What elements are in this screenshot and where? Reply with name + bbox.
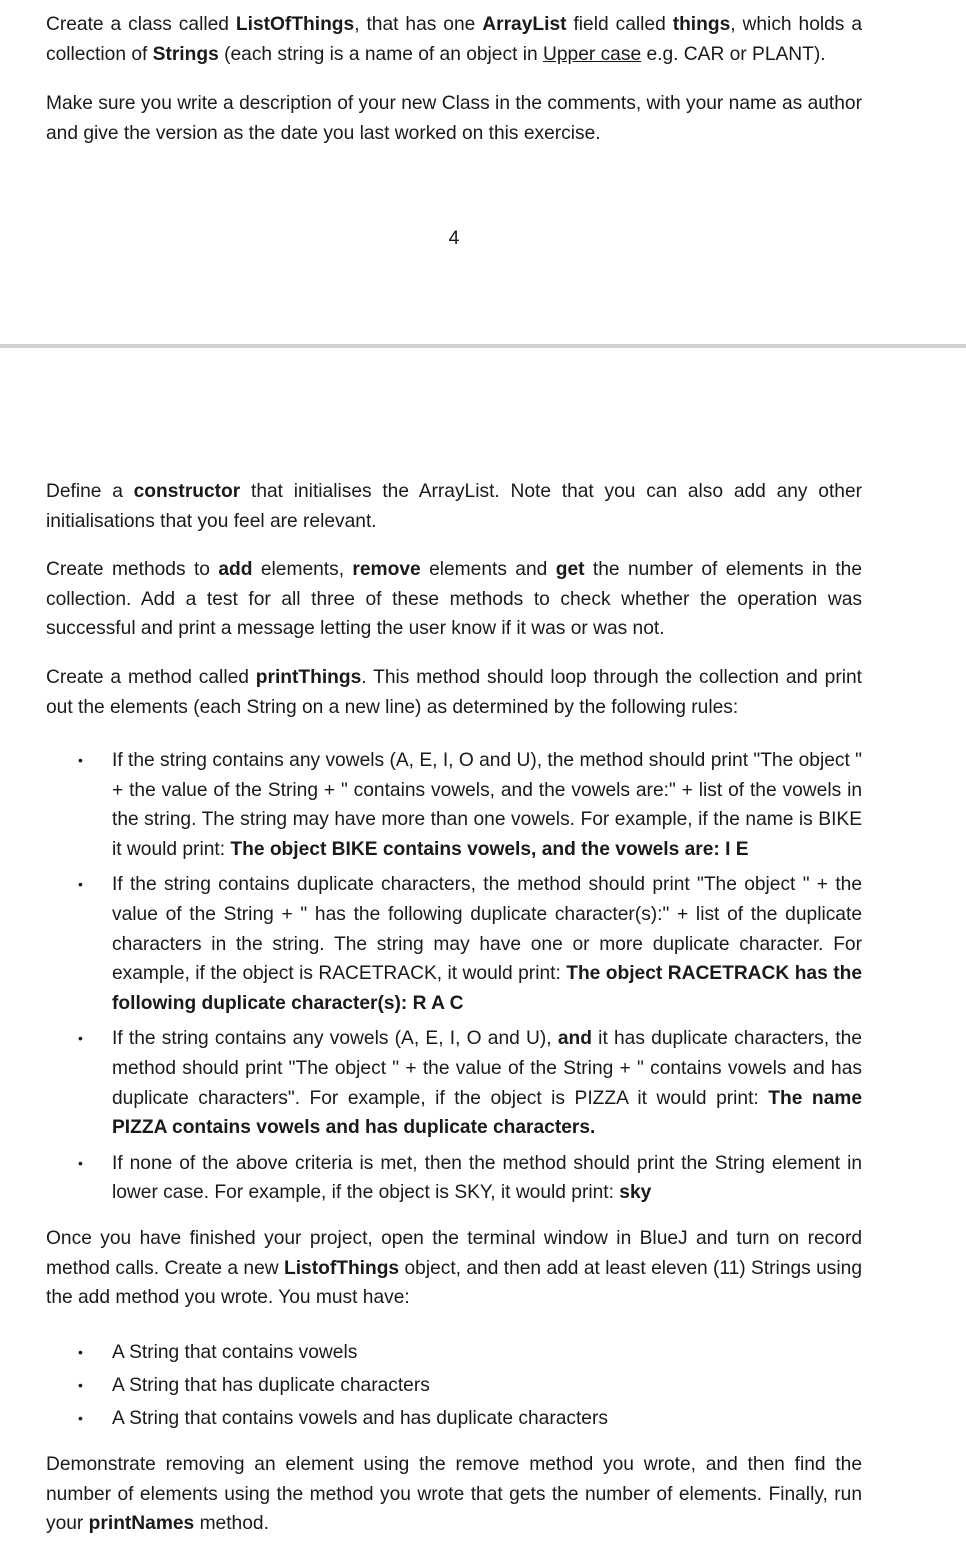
page-number: 4: [448, 228, 460, 249]
list-item: • A String that contains vowels and has duplicate characters: [0, 1402, 862, 1435]
list-item: • A String that contains vowels: [0, 1336, 862, 1369]
paragraph-methods: Create methods to add elements, remove elements and get the number of elements in the collection. Add a test for all three of these methods to check whether the operation was successful and print a message letting the user know if it was or was not.: [46, 559, 862, 640]
paragraph-comments-instruction: Make sure you write a description of your new Class in the comments, with your name as author and give the version as the date you last worked on this exercise.: [46, 93, 862, 144]
page-separator: [0, 344, 966, 348]
bullet-icon: •: [78, 1154, 83, 1171]
paragraph-constructor: Define a constructor that initialises the ArrayList. Note that you can also add any other initialisations that you feel are relevant.: [46, 481, 863, 532]
bullet-icon: •: [78, 1410, 83, 1426]
list-item: • A String that has duplicate characters: [0, 1369, 862, 1402]
paragraph-print-things: Create a method called printThings. This method should loop through the collection and print out the elements (each String on a new line) as determined by the following rules:: [46, 667, 862, 718]
paragraph-bluej-terminal: Once you have finished your project, open the terminal window in BlueJ and turn on record method calls. Create a new ListofThings object, and then add at least eleven (11) Strings using the add method you wrote. You must have:: [46, 1228, 862, 1309]
list-item: • If the string contains any vowels (A, E, I, O and U), the method should print "The object " + the value of the String + " contains vowels, and the vowels are:" + list of the vowels in the string. The string may have more than one vowels. For example, if the name is BIKE it would print: The object BIKE contains vowels, and the vowels are: I E: [0, 746, 862, 864]
bullet-icon: •: [78, 876, 83, 893]
bullet-icon: •: [78, 1030, 83, 1047]
list-item: • If the string contains duplicate characters, the method should print "The object " + the value of the String + " has the following duplicate character(s):" + list of the duplicate characters in the string. The string may have one or more duplicate character. For example, if the object is RACETRACK, it would print: The object RACETRACK has the following duplicate character(s): R A C: [0, 870, 862, 1018]
bullet-icon: •: [78, 752, 83, 768]
bullet-icon: •: [78, 1377, 83, 1393]
paragraph-demonstrate: Demonstrate removing an element using the remove method you wrote, and then find the number of elements using the method you wrote that gets the number of elements. Finally, run your printNames method.: [46, 1454, 862, 1535]
requirements-list: [0, 1336, 862, 1435]
list-item: • If none of the above criteria is met, then the method should print the String element in lower case. For example, if the object is SKY, it would print: sky: [0, 1149, 862, 1208]
paragraph-class-definition: Create a class called ListOfThings, that has one ArrayList field called things, which holds a collection of Strings (each string is a name of an object in Upper case e.g. CAR or PLANT).: [46, 14, 863, 65]
bullet-icon: •: [78, 1344, 83, 1360]
rules-list: [0, 746, 862, 1208]
list-item: • If the string contains any vowels (A, E, I, O and U), and it has duplicate characters, the method should print "The object " + the value of the String + " contains vowels and has duplicate characters". For example, if the object is PIZZA it would print: The name PIZZA contains vowels and has duplicate characters.: [0, 1024, 862, 1142]
